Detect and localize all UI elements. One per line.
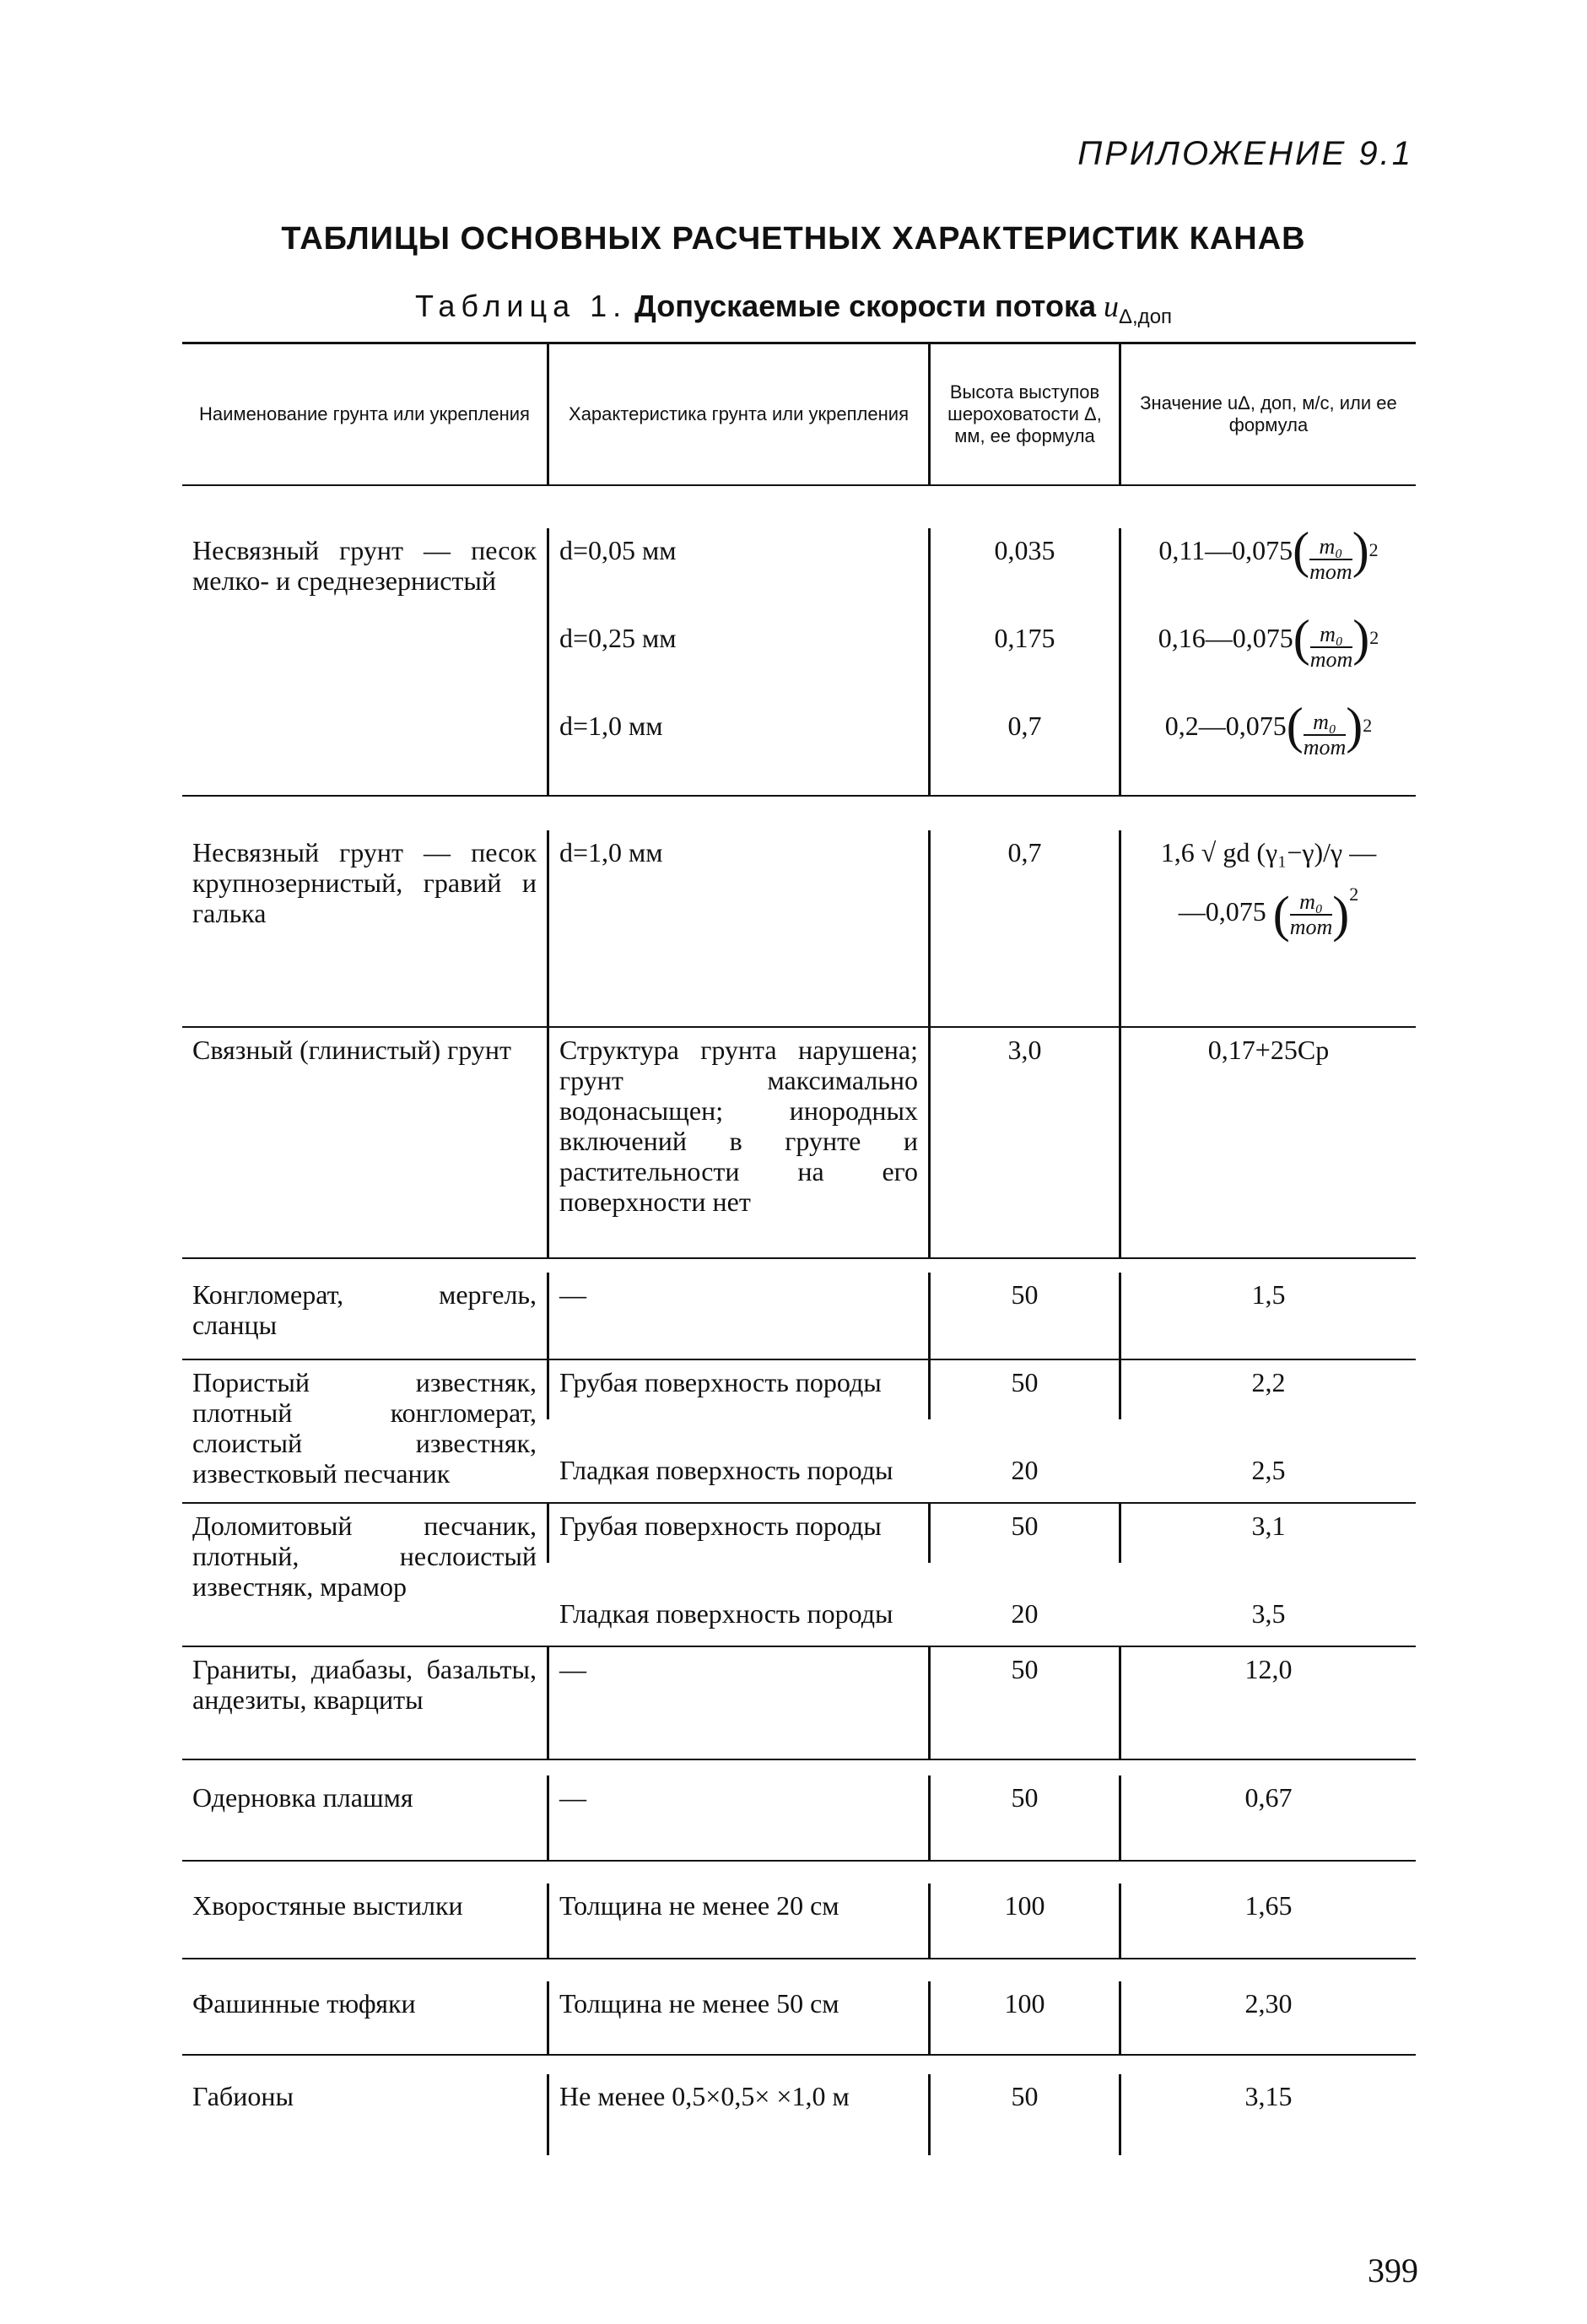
table-row: [182, 1759, 1416, 1860]
row-value: [1119, 522, 1416, 795]
row-name: Фашинные тюфяки: [192, 1988, 416, 2019]
row-height: [928, 528, 1119, 795]
table-header: [182, 342, 1416, 484]
exponent: 2: [1363, 715, 1373, 736]
char-item: Грубая поверхность породы: [559, 1511, 882, 1541]
row-char: Структура грунта нарушена; грунт максимально водонасыщен; инородных включений в грунте и растительности на его поверхности нет: [547, 1028, 928, 1257]
exponent: 2: [1369, 627, 1379, 648]
row-name: Хворостяные выстилки: [192, 1890, 463, 1921]
row-char: —: [547, 1647, 928, 1759]
frac-den: mот: [1309, 559, 1352, 584]
row-height: [928, 1360, 1119, 1485]
row-height: 100: [928, 1884, 1119, 1958]
formula: 0,16—0,075 ( $\frac{\text{m₀}}{\text{mот}}$ ) 2: [1158, 610, 1379, 672]
char-item: d=0,05 мм: [559, 535, 677, 565]
table-row: [182, 795, 1416, 1026]
row-value: 0,67: [1119, 1775, 1416, 1860]
caption-var: u: [1103, 289, 1119, 323]
row-char: [547, 1360, 928, 1485]
char-item: Гладкая поверхность породы: [559, 1598, 893, 1629]
frac-den: mот: [1309, 647, 1353, 672]
row-value: 3,15: [1119, 2074, 1416, 2155]
page-title: ТАБЛИЦЫ ОСНОВНЫХ РАСЧЕТНЫХ ХАРАКТЕРИСТИК КАНАВ: [281, 221, 1306, 257]
appendix-label: ПРИЛОЖЕНИЕ 9.1: [1077, 135, 1413, 172]
row-height: 50: [928, 1647, 1119, 1759]
row-name: Связный (глинистый) грунт: [192, 1035, 511, 1065]
table-row: [182, 1257, 1416, 1359]
row-name: Конгломерат, мергель, сланцы: [192, 1279, 537, 1340]
velocity-table: [182, 342, 1416, 2155]
formula-text: —0,075: [1178, 896, 1266, 927]
col-header-value: Значение uΔ, доп, м/с, или ее формула: [1119, 344, 1416, 484]
row-name: Доломитовый песчаник, плотный, неслоистый известняк, мрамор: [192, 1511, 537, 1602]
frac-num: m₀: [1304, 711, 1347, 736]
char-item: Гладкая поверхность породы: [559, 1455, 893, 1485]
char-item: d=1,0 мм: [559, 711, 663, 741]
formula-text: 0,2—0,075: [1164, 711, 1287, 741]
value-item: 3,5: [1251, 1598, 1286, 1629]
row-value: 12,0: [1119, 1647, 1416, 1759]
col-header-char: Характеристика грунта или укрепления: [547, 344, 928, 484]
height-item: 0,035: [994, 535, 1055, 565]
table-row: [182, 1502, 1416, 1646]
formula-line: 1,6 √ gd (γ₁−γ)/γ —: [1160, 837, 1377, 867]
row-value: [1119, 1504, 1416, 1629]
row-name: Пористый известняк, плотный конгломерат, слоистый известняк, известковый песчаник: [192, 1367, 537, 1489]
row-height: 100: [928, 1981, 1119, 2054]
formula: —0,075 ( $\frac{\text{m₀}}{\text{mот}}$ )$^2$: [1178, 884, 1359, 943]
formula-text: 0,11—0,075: [1158, 535, 1293, 565]
height-item: 50: [1011, 1511, 1039, 1541]
row-value: [1119, 830, 1416, 1026]
frac-den: mот: [1303, 735, 1347, 759]
table-row: [182, 1860, 1416, 1958]
row-char: —: [547, 1273, 928, 1359]
frac-den: mот: [1289, 914, 1333, 939]
table-row: [182, 2054, 1416, 2155]
frac-num: m₀: [1310, 623, 1353, 648]
height-item: 20: [1011, 1598, 1039, 1629]
col-header-height: Высота выступов шероховатости Δ, мм, ее формула: [928, 344, 1119, 484]
height-item: 20: [1011, 1455, 1039, 1485]
value-item: 2,2: [1251, 1367, 1286, 1397]
height-item: 0,175: [994, 623, 1055, 653]
row-height: 50: [928, 2074, 1119, 2155]
row-height: 50: [928, 1273, 1119, 1359]
page-number: 399: [1368, 2251, 1418, 2289]
caption-sub: Δ,доп: [1118, 305, 1173, 329]
formula: 0,11—0,075 ( $\frac{\text{m₀}}{\text{mот}}$ ) 2: [1158, 522, 1379, 584]
row-char: [547, 1504, 928, 1629]
caption-label: Таблица 1.: [414, 289, 628, 323]
row-char: Не менее 0,5×0,5× ×1,0 м: [547, 2074, 928, 2155]
exponent: 2: [1349, 884, 1359, 905]
table-row: [182, 1359, 1416, 1502]
table-caption: [0, 289, 1587, 329]
row-value: [1119, 1360, 1416, 1485]
char-item: Грубая поверхность породы: [559, 1367, 882, 1397]
row-char: Толщина не менее 50 см: [547, 1981, 928, 2054]
row-name: Несвязный грунт — песок крупнозернистый, гравий и галька: [192, 837, 537, 928]
frac-num: m₀: [1290, 890, 1333, 916]
row-char: d=1,0 мм: [547, 830, 928, 1026]
row-char: —: [547, 1775, 928, 1860]
row-name: Граниты, диабазы, базальты, андезиты, кварциты: [192, 1654, 537, 1715]
row-value: 0,17+25Cр: [1119, 1028, 1416, 1257]
row-name: Несвязный грунт — песок мелко- и среднезернистый: [192, 535, 537, 596]
row-height: 0,7: [928, 830, 1119, 1026]
formula-text: 0,16—0,075: [1158, 623, 1293, 653]
row-char: Толщина не менее 20 см: [547, 1884, 928, 1958]
height-item: 50: [1011, 1367, 1039, 1397]
row-name: Габионы: [192, 2081, 294, 2111]
row-value: 1,65: [1119, 1884, 1416, 1958]
table-row: [182, 1958, 1416, 2054]
formula: 0,2—0,075 ( $\frac{\text{m₀}}{\text{mот}}$ ) 2: [1164, 698, 1373, 759]
row-value: 2,30: [1119, 1981, 1416, 2054]
caption-text: Допускаемые скорости потока: [634, 289, 1096, 323]
value-item: 3,1: [1251, 1511, 1286, 1541]
value-item: 2,5: [1251, 1455, 1286, 1485]
table-row: [182, 1026, 1416, 1257]
row-char: [547, 528, 928, 795]
row-name: Одерновка плашмя: [192, 1782, 413, 1813]
height-item: 0,7: [1007, 711, 1042, 741]
table-row: [182, 484, 1416, 795]
char-item: d=0,25 мм: [559, 623, 677, 653]
row-height: [928, 1504, 1119, 1629]
frac-num: m₀: [1309, 535, 1352, 560]
row-value: 1,5: [1119, 1273, 1416, 1359]
table-row: [182, 1646, 1416, 1759]
row-height: 3,0: [928, 1028, 1119, 1257]
col-header-name: Наименование грунта или укрепления: [199, 403, 530, 424]
row-height: 50: [928, 1775, 1119, 1860]
exponent: 2: [1368, 539, 1379, 560]
